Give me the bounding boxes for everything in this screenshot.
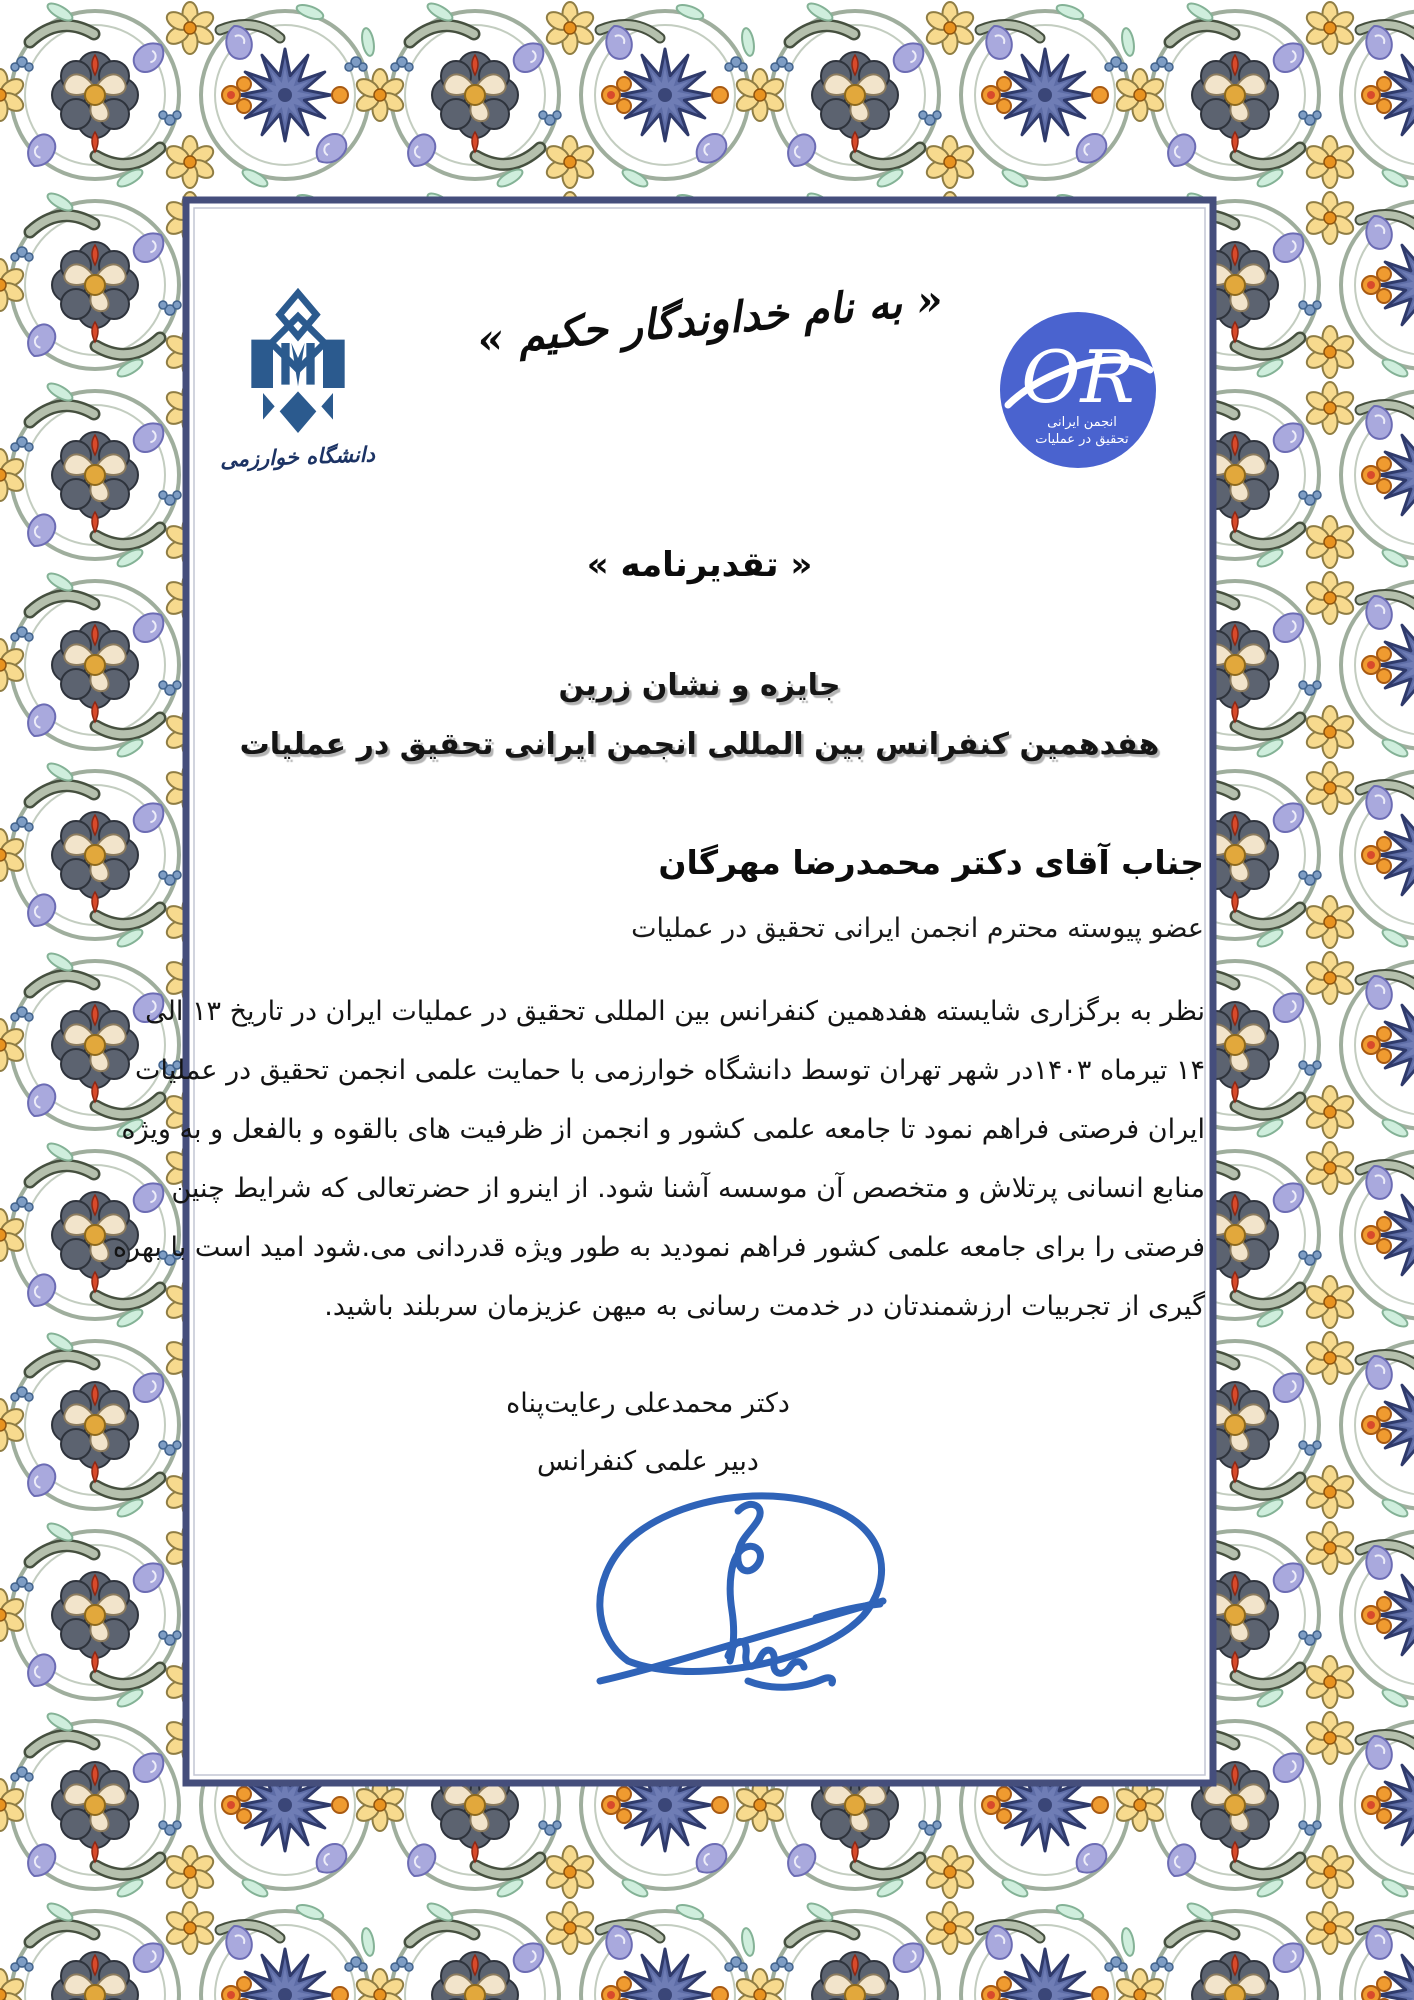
body-line: ایران فرصتی فراهم نمود تا جامعه علمی کشور و انجمن از ظرفیت های بالقوه و بالفعل و به ویژه: [121, 1114, 1205, 1145]
society-monogram: OR: [1021, 335, 1135, 419]
signature-icon: [588, 1476, 898, 1726]
body-line: منابع انسانی پرتلاش و متخصص آن موسسه آشنا شود. از اینرو از حضرتعالی که شرایط چنین: [171, 1173, 1205, 1204]
body-line: گیری از تجربیات ارزشمندتان در خدمت رسانی به میهن عزیزمان سربلند باشید.: [324, 1291, 1205, 1322]
recipient-name: جناب آقای دکتر محمدرضا مهرگان: [658, 843, 1204, 882]
body-line: نظر به برگزاری شایسته هفدهمین کنفرانس بین المللی تحقیق در عملیات ایران در تاریخ ۱۳ الی: [145, 996, 1205, 1027]
certificate-title: « تقدیرنامه »: [586, 545, 813, 585]
society-name-line2: تحقیق در عملیات: [1035, 432, 1129, 447]
body-paragraph: [112, 982, 1205, 1336]
award-line-2: هفدهمین کنفرانس بین المللی انجمن ایرانی تحقیق در عملیات: [239, 727, 1160, 762]
university-emblem-icon: [232, 288, 364, 438]
university-name: دانشگاه خوارزمی: [219, 441, 376, 472]
society-logo: [998, 310, 1158, 474]
society-name-line1: انجمن ایرانی: [1047, 415, 1117, 430]
body-line: ۱۴ تیرماه ۱۴۰۳در شهر تهران توسط دانشگاه خوارزمی با حمایت علمی انجمن تحقیق در عملیات: [135, 1055, 1205, 1086]
body-line: فرصتی را برای جامعه علمی کشور فراهم نمودید به طور ویژه قدردانی می.شود امید است با بهره: [112, 1232, 1205, 1263]
university-logo: [205, 288, 390, 472]
signer-title: دبیر علمی کنفرانس: [537, 1446, 759, 1477]
society-emblem-icon: [998, 310, 1158, 470]
recipient-role: عضو پیوسته محترم انجمن ایرانی تحقیق در عملیات: [631, 913, 1204, 944]
bismillah-calligraphy: « به نام خداوندگار حکیم »: [475, 274, 945, 365]
award-line-1: جایزه و نشان زرین: [558, 668, 841, 703]
signer-name: دکتر محمدعلی رعایت‌پناه: [506, 1388, 790, 1419]
